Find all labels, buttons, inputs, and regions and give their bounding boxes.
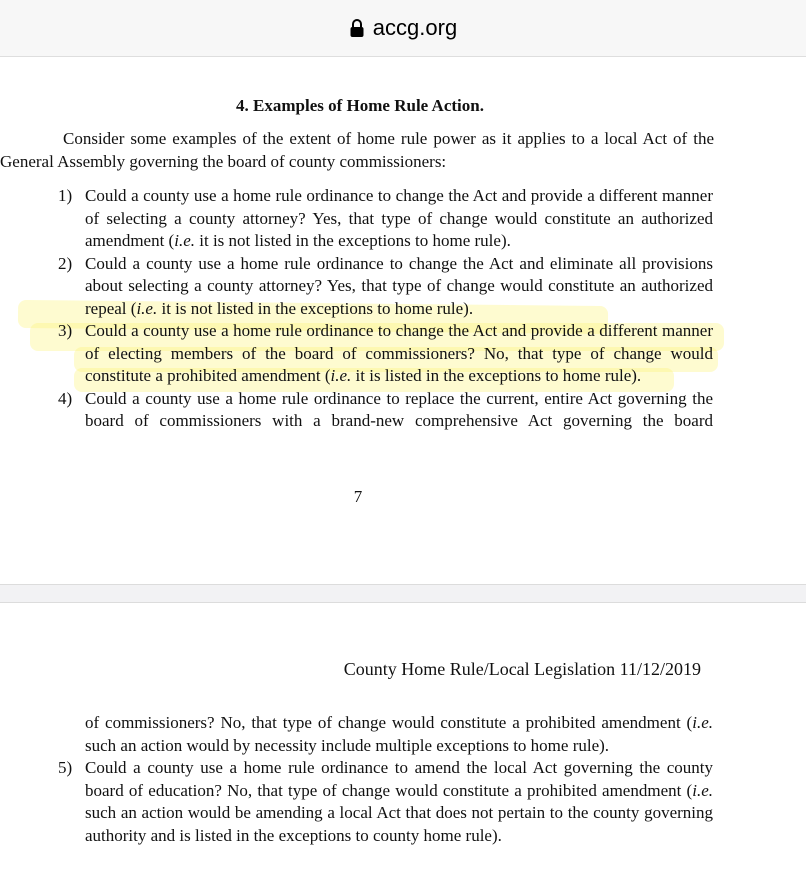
intro-text: Consider some examples of the extent of home rule power as it applies to a local Act of the General Assembly governing the board of county commissioners: xyxy=(0,129,714,171)
list-item xyxy=(0,253,806,321)
list-item-text: Could a county use a home rule ordinance to amend the local Act governing the county board of education? No, that type of change would constitute a prohibited amendment (i.e. such an action would be amending a local Act that does not pertain to the county governing authority and is listed in the exceptions to county home rule). xyxy=(85,758,713,845)
page-separator xyxy=(0,584,806,603)
list-item-highlighted xyxy=(0,320,806,388)
url-text: accg.org xyxy=(372,15,458,40)
list-number: 1) xyxy=(58,186,73,205)
list-item-text: Could a county use a home rule ordinance to change the Act and provide a different manner of selecting a county attorney? Yes, that type of change would constitute an authorized amendment (i.e. it is not listed in the exceptions to home rule). xyxy=(85,186,713,250)
list-item xyxy=(0,388,806,433)
list-item-continuation xyxy=(0,712,806,757)
list-number: 2) xyxy=(58,253,73,273)
examples-list-continued xyxy=(0,712,806,847)
list-number: 3) xyxy=(58,321,73,340)
list-number: 5) xyxy=(58,758,73,777)
document-page-8 xyxy=(0,602,806,883)
lock-icon xyxy=(349,18,365,38)
intro-paragraph xyxy=(0,128,714,173)
list-item-text: Could a county use a home rule ordinance to change the Act and provide a different manner of electing members of the board of commissioners? No, that type of change would constitute a prohibited amendment (i.e. it is listed in the exceptions to home rule). xyxy=(85,321,713,385)
list-item xyxy=(0,757,806,847)
running-header: County Home Rule/Local Legislation 11/12/2019 xyxy=(343,659,701,679)
list-number: 4) xyxy=(58,388,73,408)
document-page-7 xyxy=(0,57,806,584)
list-item-text: Could a county use a home rule ordinance to change the Act and eliminate all provisions about selecting a county attorney? Yes, that type of change would constitute an authorized repeal (i.e. it is not listed in the exceptions to home rule). xyxy=(85,253,713,318)
list-item-text: of commissioners? No, that type of change would constitute a prohibited amendment (i.e. such an action would by necessity include multiple exceptions to home rule). xyxy=(85,713,713,755)
list-item xyxy=(0,185,806,253)
examples-list xyxy=(0,185,806,433)
address-bar[interactable] xyxy=(0,0,806,57)
list-item-text: Could a county use a home rule ordinance to replace the current, entire Act governing the board of commissioners with a brand-new comprehensive Act governing the board xyxy=(85,388,713,430)
page-number: 7 xyxy=(353,487,363,506)
section-heading: 4. Examples of Home Rule Action. xyxy=(236,96,484,115)
